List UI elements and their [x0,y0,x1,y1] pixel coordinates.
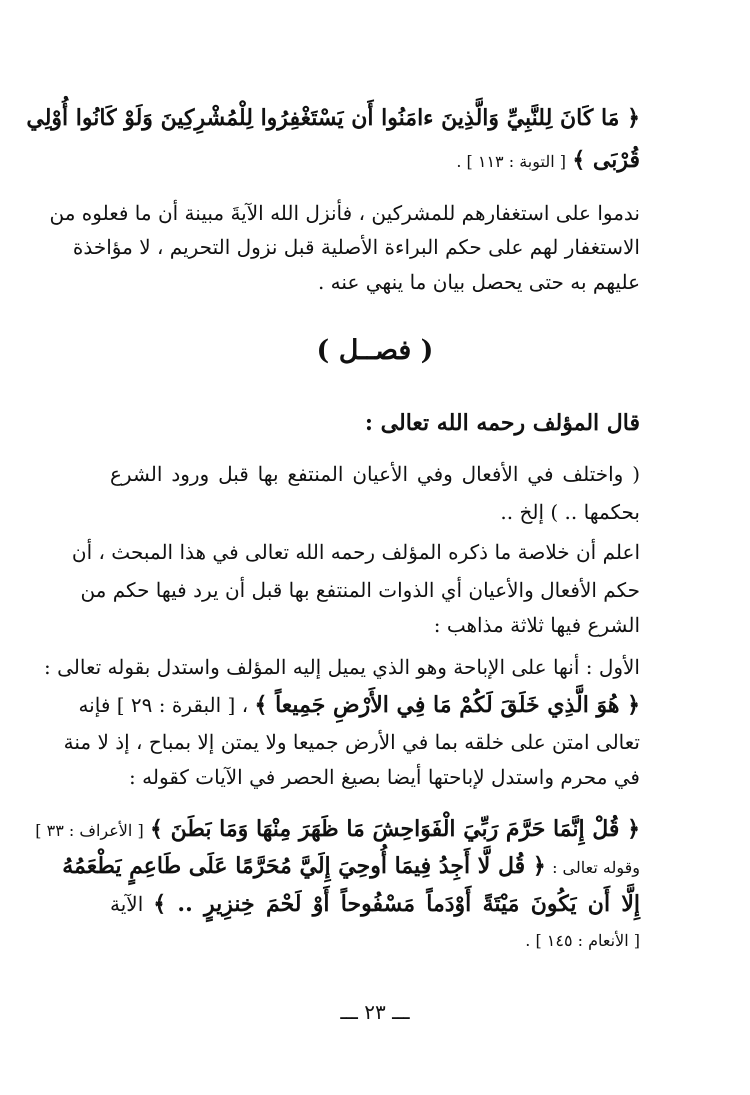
paragraph-1-line-3: عليهم به حتى يحصل بيان ما ينهي عنه . [317,270,640,294]
quran-verse-1-line-2 [110,149,640,171]
quran-verse-3-line-2 [110,893,640,915]
paragraph-3-line-2 [78,692,640,718]
quran-verse-baqara: ﴿ هُوَ الَّذِي خَلَقَ لَكُمْ مَا فِي الأَرْضِ جَمِيعاً ﴾ [254,692,640,718]
paragraph-3-line-2-rest: ، [ البقرة : ٢٩ ] فإنه [78,693,249,717]
paragraph-1-line-2: الاستغفار لهم على حكم البراءة الأصلية قبل نزول التحريم ، لا مؤاخذة [72,235,640,259]
quran-verse-3-aya-word: الآية [110,892,144,916]
quran-verse-3-intro: وقوله تعالى : [552,858,640,877]
quran-verse-3-reference: [ الأنعام : ١٤٥ ] . [525,931,640,950]
paragraph-3-line-3: تعالى امتن على خلقه بما في الأرض جميعا ولا يمتن إلا بمباح ، إذ لا منة [63,730,640,754]
section-heading: ( فصــل ) [316,335,434,366]
page-number: ـــ ٢٣ ـــ [340,1000,410,1024]
quran-verse-3-part-2: إِلَّا أَن يَكُونَ مَيْتَةً أَوْدَماً مَسْفُوحاً أَوْ لَحْمَ خِنزِيرٍ .. ﴾ [153,891,640,917]
quote-line-2: بحكمها .. ) إلخ .. [500,500,640,524]
quran-verse-2-reference: [ الأعراف : ٣٣ ] [35,821,144,840]
paragraph-3-line-1: الأول : أنها على الإباحة وهو الذي يميل إليه المؤلف واستدل بقوله تعالى : [44,655,640,679]
quran-verse-1-end: قُرْبَى ﴾ [572,147,640,173]
paragraph-2-line-1: اعلم أن خلاصة ما ذكره المؤلف رحمه الله تعالى في هذا المبحث ، أن [71,540,640,564]
quran-verse-3-part-1: ﴿ قُل لَّا أَجِدُ فِيمَا أُوحِيَ إِلَيَّ مُحَرَّمًا عَلَى طَاعِمٍ يَطْعَمُهُ [62,853,546,879]
quran-verse-2: ﴿ قُلْ إِنَّمَا حَرَّمَ رَبِّيَ الْفَوَاحِشَ مَا ظَهَرَ مِنْهَا وَمَا بَطَنَ ﴾ [150,816,640,842]
paragraph-1-line-1: ندموا على استغفارهم للمشركين ، فأنزل الله الآيةَ مبينة أن ما فعلوه من [49,201,640,225]
paragraph-2-line-2: حكم الأفعال والأعيان أي الذوات المنتفع بها قبل أن يرد فيها حكم من [80,578,640,602]
author-said-heading: قال المؤلف رحمه الله تعالى : [364,410,640,436]
paragraph-2-line-3: الشرع فيها ثلاثة مذاهب : [433,613,640,637]
paragraph-3-line-4: في محرم واستدل لإباحتها أيضا بصيغ الحصر في الآيات كقوله : [129,765,640,789]
quran-verse-3-line-1 [62,853,640,879]
quran-verse-1-line-1: ﴿ مَا كَانَ لِلنَّبِيِّ وَالَّذِينَ ءامَنُوا أَن يَسْتَغْفِرُوا لِلْمُشْرِكِينَ وَلَوْ كَانُوا أُوْلِي [26,105,640,131]
quran-verse-1-reference: [ التوبة : ١١٣ ] . [456,152,566,171]
quran-verse-2-line [35,816,640,842]
quote-line-1: ( واختلف في الأفعال وفي الأعيان المنتفع بها قبل ورود الشرع [110,462,640,486]
